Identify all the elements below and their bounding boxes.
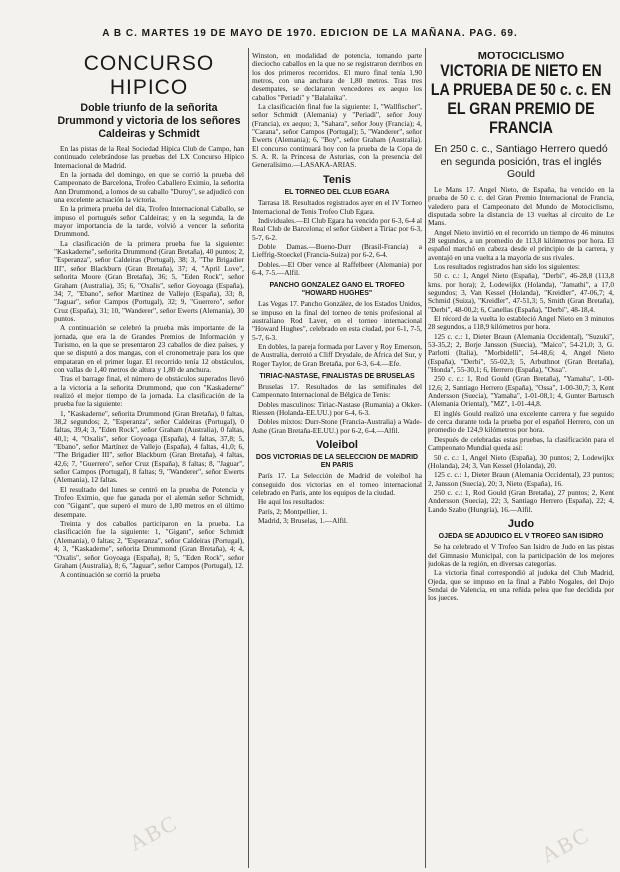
hipico-paragraph: En las pistas de la Real Sociedad Hípica Club de Campo, han continuado celebrándose las pruebas del LX Concurso Hípico Internacional de Madrid. [54, 144, 244, 170]
tenis-paragraph: Doble Damas.—Bueno-Durr (Brasil-Francia) a Lieffrig-Stoeckel (Francia-Suiza) por 6-2, 6-4. [252, 241, 422, 260]
hipico-column [54, 52, 244, 870]
moto-paragraph: 125 c. c.: 1, Dieter Braun (Alemania Occidental), "Suzuki", 53-35,2; 2, Borje Jansson (Suecia), "Maico", 54-21,0; 3, G. Parlotti (Italia), "Morbidelli", 54-48,6; 4, Angel Nieto (España), "Derbi", 55-02,3; 5, Arbuthnot (Gran Bretaña), "Honda", 55-30,1; 6, Herrero (España), "Ossa". [428, 331, 614, 375]
tenis-paragraph: Tarrasa 18. Resultados registrados ayer en el IV Torneo Internacional de Tenis Trofeo Club Egara. [252, 198, 422, 216]
column-rule [248, 48, 249, 868]
moto-paragraph: Después de celebradas estas pruebas, la clasificación para el Campeonato Mundial queda así: [428, 434, 614, 453]
moto-paragraph: 250 c. c.: 1, Rod Gould (Gran Bretaña), "Yamaha", 1-00-12,6; 2, Santiago Herrero (España), "Ossa", 1-00-30,7; 3, Kent Andersson (Suecia), "Yamaha", 1-01-08,1; 4, Gunter Bartusch (Alemania Oriental), "MZ", 1-01-44,8. [428, 374, 614, 409]
moto-paragraph: El inglés Gould realizó una excelente carrera y fue seguido de cerca durante toda la prueba por el español Herrero, con un promedio de 124,9 kilómetros por hora. [428, 408, 614, 435]
judo-paragraph: Se ha celebrado el V Trofeo San Isidro de Judo en las pistas del Gimnasio Municipal, con la participación de los mejores judokas de la región, en diversas categorías. [428, 542, 614, 568]
moto-paragraph: El récord de la vuelta lo estableció Angel Nieto en 3 minutos 28 segundos, a 118,9 kilómetros por hora. [428, 314, 614, 332]
hipico-continued-paragraph: Winston, en modalidad de potencia, tomando parte dieciocho caballos en la que no se registraron derribos en los dos primeros recorridos. El muro final tenía 1,90 metros, con una anchura de 1,80 metros. Tras tres desempates, se declararon vencedores ex aequo los caballos "Periadi" y "Balalaika". [252, 52, 422, 102]
tenis-headline: TIRIAC-NASTASE, FINALISTAS DE BRUSELAS [259, 373, 415, 380]
tenis-paragraph: En dobles, la pareja formada por Laver y Roy Emerson, de Australia, derrotó a Cliff Drysdale, de Africa del Sur, y Roger Taylor, de Gran Bretaña, por 6-3, 6-4.—Efe. [252, 341, 422, 368]
moto-headline: VICTORIA DE NIETO EN LA PRUEBA DE 50 c. c. EN EL GRAN PREMIO DE FRANCIA [430, 62, 612, 138]
sports-column [252, 52, 422, 870]
hipico-paragraph: En la jornada del domingo, en que se corrió la prueba del Campeonato de Barcelona, Trofeo Caballero Eximio, la señorita Ann Drummond, a lomos de su caballo "Duroy", se adjudicó con una excelente actuación la victoria. [54, 170, 244, 205]
moto-paragraph: Le Mans 17. Angel Nieto, de España, ha vencido en la prueba de 50 c. c. del Gran Premio Internacional de Francia, valedero para el Campeonato del Mundo de Motociclismo, disputada sobre la distancia de 13 vueltas al circuito de Le Mans. [428, 184, 614, 228]
moto-paragraph: Angel Nieto invirtió en el recorrido un tiempo de 46 minutos 28 segundos, a un promedio de 113,8 kilómetros por hora. El español marchó en cabeza desde el principio de la carrera, y aventajó en una vuelta a la mayoría de sus rivales. [428, 227, 614, 262]
voleibol-paragraph: He aquí los resultados: [258, 497, 325, 507]
tenis-paragraph: Dobles masculinos: Tiriac-Nastase (Rumania) a Okker-Riessen (Holanda-EE.UU.) por 6-4, 6-3. [252, 399, 422, 418]
hipico-subtitle: Doble triunfo de la señorita Drummond y victoria de los señores Caldeiras y Schmidt [57, 102, 241, 140]
moto-column [428, 52, 614, 870]
tenis-headline: EL TORNEO DEL CLUB EGARA [284, 189, 390, 197]
column-rule [425, 48, 426, 868]
hipico-paragraph: 1, "Kaskaderne", señorita Drummond (Gran Bretaña), 0 faltas, 38,2 segundos; 2, "Esperanza", señor Caldeiras (Portugal), 0 faltas, 39,4; 3, "Eden Rock", señor Graham (Australia), 0 faltas, 40,1; 4, "Oxalis", señor Goyoaga (España), 4 faltas, 37,8; 5, "Ebano", señor Martínez de Vallejo (España), 4 faltas, 41,0; 6, "The Brigadier III", señor Blackburn (Gran Bretaña), 4 faltas, 42,6; 7, "Guerrero", señor Cruz (España), 8 faltas; 8, "Jaguar", señor Campos (Portugal), 8 faltas; 9, "Wanderer", señor Ewerts (Alemania), 12 faltas. [54, 408, 244, 485]
voleibol-paragraph: París 17. La Selección de Madrid de voleibol ha conseguido dos victorias en el torneo internacional celebrado en París, ante los equipos de la ciudad. [252, 471, 422, 498]
tenis-paragraph: Individuales.—El Club Egara ha vencido por 6-3, 6-4 al Real Club de Barcelona; el señor Gisbert a Tiriac por 6-3, 5-7, 6-2. [252, 215, 422, 242]
moto-paragraph: 50 c. c.: 1, Angel Nieto (España), 30 puntos; 2, Lodewijkx (Holanda), 24; 3, Van Kessel (Holanda), 20. [428, 452, 614, 470]
tenis-paragraph: Bruselas 17. Resultados de las semifinales del Campeonato Internacional de Bélgica de Tenis: [252, 382, 422, 400]
hipico-title: CONCURSO HIPICO [83, 52, 215, 99]
judo-section-title: Judo [507, 517, 535, 530]
hipico-paragraph: Treinta y dos caballos participaron en la prueba. La clasificación fue la siguiente: 1, "Gigant", señor Schmidt (Alemania), 0 faltas; 2, "Esperanza", señor Caldeiras (Portugal), 4; 3, "Kaskaderne", señorita Drummond (Gran Bretaña), 4; 4, "Oxalis", señor Goyoaga (España), 8; 5, "Eden Rock", señor Graham (Australia), 8; 6, "Jaguar", señor Campos (Portugal), 12. [54, 519, 244, 570]
tenis-paragraph: Dobles mixtos: Durr-Stone (Francia-Australia) a Wade-Ashe (Gran Bretaña-EE.UU.) por 6-2, 6-4.—Alfil. [252, 417, 422, 435]
voleibol-paragraph: París, 2; Montpellier, 1. [258, 506, 328, 516]
moto-paragraph: 50 c. c.: 1, Angel Nieto (España), "Derbi", 46-28,8 (113,8 kms. por hora); 2, Lodewijkx (Holanda), "Jamathi", a 17,0 segundos; 3, Van Kessel (Holanda), "Kreidler", 47-06,7; 4, Schmid (Suiza), "Kreidler", 47-51,3; 5, Smith (Gran Bretaña), "Derbi", 48-00,2; 6, Canellas (España), "Derbi", 48-18,4. [428, 271, 614, 314]
hipico-paragraph: El resultado del lunes se centró en la prueba de Potencia y Trofeo Eximio, que fue ganada por el alemán señor Schmidt, con "Gigant", que superó el muro de 1,80 metros en el último desempate. [54, 484, 244, 519]
abc-watermark: ABC [124, 809, 182, 856]
moto-paragraph: Los resultados registrados han sido los siguientes: [434, 261, 580, 271]
judo-paragraph: La victoria final correspondió al judoka del Club Madrid, Ojeda, que se impuso en la final a Pablo Nogales, del Dojo Sendai de Valencia, en una reñida pelea que fue decidida por los jueces. [428, 568, 614, 603]
voleibol-paragraph: Madrid, 3; Bruselas, 1.—Alfil. [258, 516, 348, 526]
voleibol-headline: DOS VICTORIAS DE LA SELECCION DE MADRID EN PARIS [255, 454, 419, 470]
hipico-continued-paragraph: La clasificación final fue la siguiente: 1, "Wallfischer", señor Schmidt (Alemania) y "Periadi", señor Jouy (Francia), ex aequo; 3, "Sahara", señor Jouy (Francia); 4, "Carana", señor Campos (Portugal); 5, "Wanderer", señor Ewerts (Alemania); 6, "Boy", señor Graham (Australia). El concurso continuará hoy con la prueba de la Copa de S. A. R. la Princesa de Asturias, con la presencia del Generalísimo.—LASAKA-ARIAS. [252, 102, 422, 170]
tenis-headline: PANCHO GONZALEZ GANO EL TROFEO "HOWARD HUGHES" [269, 282, 405, 298]
moto-subheadline: En 250 c. c., Santiago Herrero quedó en segunda posición, tras el inglés Gould [434, 143, 608, 181]
hipico-paragraph: En la primera prueba del día, Trofeo Internacional Caballo, se impuso el portugués señor Caldeiras; y en la segunda, la de mayor importancia de la tarde, volvió a vencer la señorita Drummond. [54, 204, 244, 239]
moto-section-title: MOTOCICLISMO [477, 52, 565, 62]
tenis-paragraph: Las Vegas 17. Pancho González, de los Estados Unidos, se impuso en la final del torneo de tenis profesional al australiano Rod Laver, en el torneo internacional "Howard Hughes", celebrado en esta ciudad, por 6-1, 7-5, 5-7, 6-3. [252, 299, 422, 342]
tenis-section-title: Tenis [323, 173, 351, 186]
hipico-paragraph: Tras el barrage final, el número de obstáculos superados llevó a la victoria a la señorita Drummond, que con "Kaskaderne" realizó el mejor tiempo de la jornada. La clasificación de la prueba fue la siguiente: [54, 374, 244, 409]
hipico-paragraph: La clasificación de la primera prueba fue la siguiente: "Kaskaderne", señorita Drummond (Gran Bretaña), 40 puntos; 2, "Esperanza", señor Caldeiras (Portugal), 38; 3, "The Brigadier III", señor Blackburn (Gran Bretaña), 37; 4, "April Love", señorita Moore (Gran Bretaña), 36; 5, "Eden Rock", señor Graham (Australia), 35; 6, "Oxalis", señor Goyoaga (España), 34; 7, "Ebano", señor Martínez de Vallejo (España), 33; 8, "Jaguar", señor Campos (Portugal), 32; 9, "Guerrero", señor Cruz (España), 31; 10, "Wanderer", señor Ewerts (Alemania), 30 puntos. [54, 238, 244, 323]
judo-headline: OJEDA SE ADJUDICO EL V TROFEO SAN ISIDRO [438, 533, 604, 541]
moto-paragraph: 125 c. c.: 1, Dieter Braun (Alemania Occidental), 23 puntos; 2, Jansson (Suecia), 20; 3, Nieto (España), 16. [428, 470, 614, 488]
abc-watermark: ABC [536, 821, 594, 868]
voleibol-section-title: Voleibol [316, 439, 358, 452]
moto-paragraph: 250 c. c.: 1, Rod Gould (Gran Bretaña), 27 puntos; 2, Kent Andersson (Suecia), 22; 3, Santiago Herrero (España), 22; 4, Lando Szabo (Hungría), 16.—Alfil. [428, 487, 614, 514]
hipico-paragraph: A continuación se corrió la prueba [60, 570, 161, 580]
hipico-paragraph: A continuación se celebró la prueba más importante de la jornada, que era la de Grandes Premios de Información y Turismo, en la que se presentaron 23 caballos de diez países, y que se disputó a dos mangas, con el cronometraje para los que empataran en el primer lugar. El recorrido tenía 12 obstáculos, con vallas de 1,40 metros de altura y 1,80 de anchura. [54, 323, 244, 374]
tenis-paragraph: Dobles.—El Ober vence al Raffelbeer (Alemania) por 6-4, 7-5.—Alfil. [252, 259, 422, 277]
page-header: A B C. MARTES 19 DE MAYO DE 1970. EDICION DE LA MAÑANA. PAG. 69. [102, 28, 518, 39]
